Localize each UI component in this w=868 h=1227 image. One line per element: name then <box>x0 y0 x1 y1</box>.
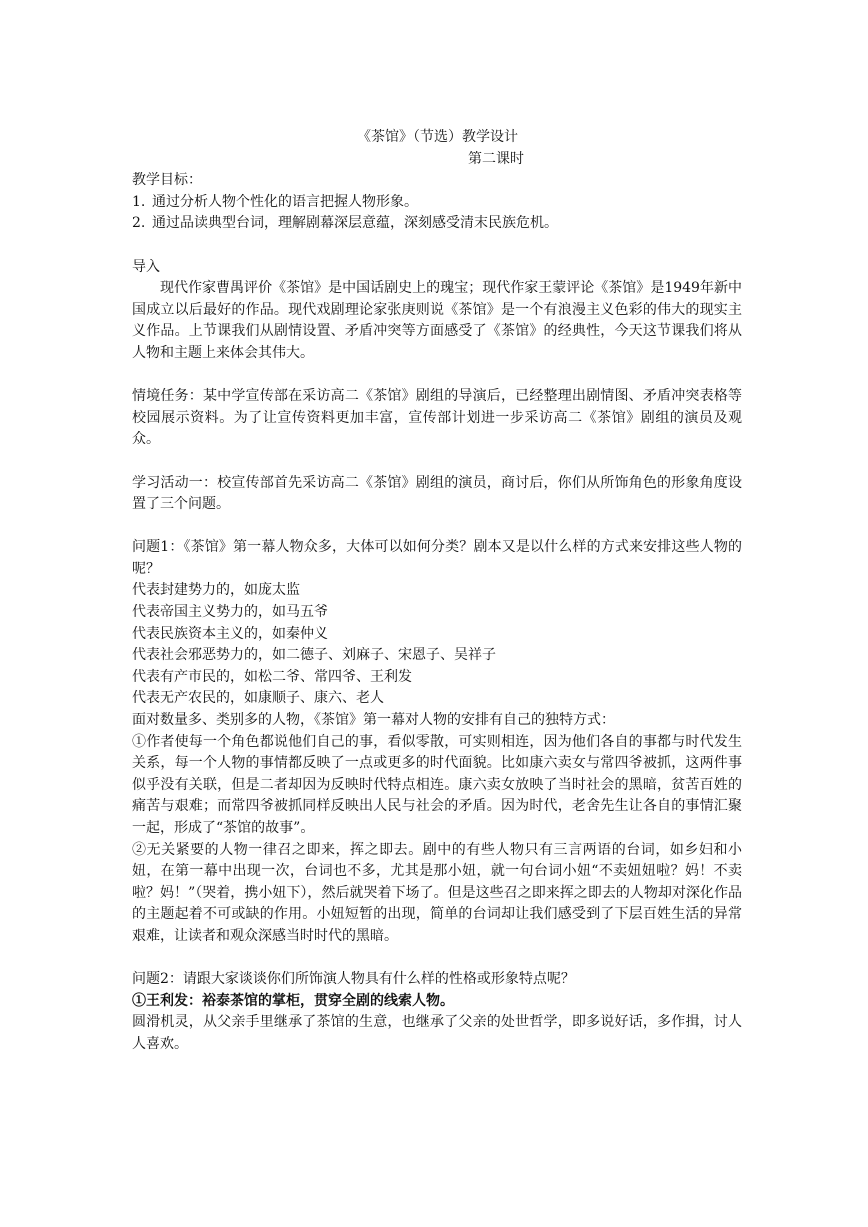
document-page <box>132 127 742 1056</box>
document-subtitle: 第二课时 <box>468 150 524 167</box>
intro-paragraph: 现代作家曹禺评价《茶馆》是中国话剧史上的瑰宝；现代作家王蒙评论《茶馆》是1949年新中国成立以后最好的作品。现代戏剧理论家张庚则说《茶馆》是一个有浪漫主义色彩的伟大的现实主义作品。上节课我们从剧情设置、矛盾冲突等方面感受了《茶馆》的经典性，今天这节课我们将从人物和主题上来体会其伟大。 <box>132 280 742 361</box>
point-1-paragraph: ①作者使每一个角色都说他们自己的事，看似零散，可实则相连，因为他们各自的事都与时代发生关系，每一个人物的事情都反映了一点或更多的时代面貌。比如康六卖女与常四爷被抓，这两件事似乎没有关联，但是二者却因为反映时代特点相连。康六卖女放映了当时社会的黑暗，贫苦百姓的痛苦与艰难；而常四爷被抓同样反映出人民与社会的矛盾。因为时代，老舍先生让各自的事情汇聚一起，形成了“茶馆的故事”。 <box>132 733 742 836</box>
question-2: 问题2：请跟大家谈谈你们所饰演人物具有什么样的性格或形象特点呢？ <box>132 971 575 988</box>
objective-text: 通过品读典型台词，理解剧幕深层意蕴，深刻感受清末民族危机。 <box>152 215 558 232</box>
objectives-label: 教学目标： <box>132 172 202 189</box>
objective-item <box>132 213 742 235</box>
category-item: 代表民族资本主义的，如秦仲义 <box>132 625 328 642</box>
activity-paragraph: 学习活动一：校宣传部首先采访高二《茶馆》剧组的演员，商讨后，你们从所饰角色的形象角度设置了三个问题。 <box>132 474 742 513</box>
blank-line <box>132 948 742 970</box>
character-description: 圆滑机灵，从父亲手里继承了茶馆的生意，也继承了父亲的处世哲学，即多说好话，多作揖，讨人人喜欢。 <box>132 1014 742 1052</box>
character-heading: ①王利发：裕泰茶馆的掌柜，贯穿全剧的线索人物。 <box>132 992 454 1009</box>
arrangement-intro: 面对数量多、类别多的人物，《茶馆》第一幕对人物的安排有自己的独特方式： <box>132 712 615 729</box>
objective-item <box>132 192 742 214</box>
blank-line <box>132 516 742 538</box>
point-2-paragraph: ②无关紧要的人物一律召之即来，挥之即去。剧中的有些人物只有三言两语的台词，如乡妇和小妞，在第一幕中出现一次，台词也不多，尤其是那小妞，就一句台词小妞“不卖妞妞啦？妈！不卖啦？妈！”（哭着，携小妞下），然后就哭着下场了。但是这些召之即来挥之即去的人物却对深化作品的主题起着不可或缺的作用。小妞短暂的出现，简单的台词却让我们感受到了下层百姓生活的异常艰难，让读者和观众深感当时时代的黑暗。 <box>132 841 742 944</box>
objective-number: 1. <box>132 193 146 210</box>
objective-number: 2. <box>132 215 146 232</box>
document-title: 《茶馆》（节选）教学设计 <box>357 129 518 145</box>
category-item: 代表封建势力的，如庞太监 <box>132 582 300 599</box>
blank-line <box>132 365 742 387</box>
category-item: 代表社会邪恶势力的，如二德子、刘麻子、宋恩子、吴祥子 <box>132 647 496 664</box>
blank-line <box>132 235 742 257</box>
category-item: 代表无产农民的，如康顺子、康六、老人 <box>132 690 384 707</box>
category-item: 代表有产市民的，如松二爷、常四爷、王利发 <box>132 668 412 685</box>
task-paragraph: 情境任务：某中学宣传部在采访高二《茶馆》剧组的导演后，已经整理出剧情图、矛盾冲突表格等校园展示资料。为了让宣传资料更加丰富，宣传部计划进一步采访高二《茶馆》剧组的演员及观众。 <box>132 388 742 448</box>
question-1: 问题1：《茶馆》第一幕人物众多，大体可以如何分类？剧本又是以什么样的方式来安排这些人物的呢？ <box>132 539 742 577</box>
intro-label: 导入 <box>132 258 160 275</box>
objective-text: 通过分析人物个性化的语言把握人物形象。 <box>152 193 418 210</box>
blank-line <box>132 451 742 473</box>
category-item: 代表帝国主义势力的，如马五爷 <box>132 604 328 621</box>
